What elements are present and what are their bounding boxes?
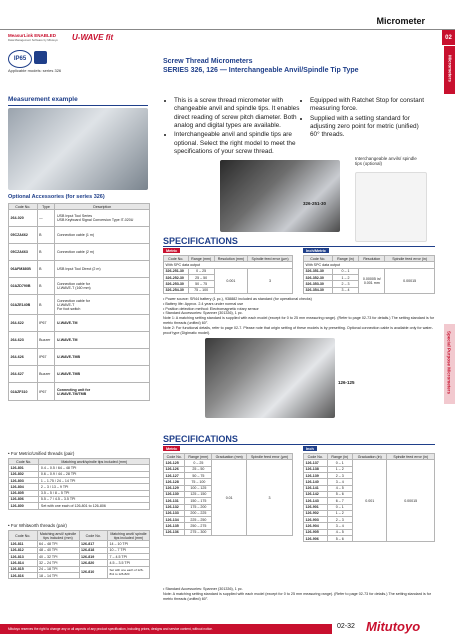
range-cell: 25 – 50 [188, 274, 214, 280]
code-cell: 264-627 [9, 366, 38, 383]
desc-cell: Connecting unit for U-WAVE-TM/TMB [55, 383, 150, 401]
value-cell: 7 – 4.5 TPI [108, 554, 150, 560]
specs2-rule [163, 444, 435, 445]
code-cell: 326-354-30 [304, 287, 333, 293]
code-cell: 05CZA662 [9, 227, 38, 244]
range-cell: 4 – 5 [327, 485, 353, 491]
range-cell: 25 – 50 [185, 466, 212, 472]
col-header: Matching anvil/ spindle tips included (mm) [37, 531, 79, 541]
range-cell: 5 – 6 [327, 536, 353, 542]
code-cell: 126-141 [304, 485, 328, 491]
col-header: Code No. [9, 204, 38, 210]
code-cell: 126-800 [9, 503, 39, 509]
applicable-models: Applicable models: series 326 [8, 68, 62, 73]
code-cell: 126-127 [164, 472, 185, 478]
code-cell: 126-906 [304, 536, 328, 542]
ip65-text: IP65 [13, 56, 27, 62]
note-line: • Power source: SR44 battery (1 pc.), 938882 included as standard (for operational checks) [163, 297, 312, 301]
code-cell: 264-622 [9, 315, 38, 332]
anvil-tips-photo [355, 172, 427, 242]
specs2-notes [163, 587, 435, 601]
range-cell: 175 – 200 [185, 504, 212, 510]
range-cell: 75 – 100 [185, 479, 212, 485]
type-cell: Buzzer [37, 366, 55, 383]
page-title: Micrometer [376, 16, 425, 26]
code-cell: 126-136 [164, 529, 185, 535]
measurlink-logo [8, 33, 68, 46]
code-cell: 326-251-30 [164, 268, 189, 274]
code-cell: 264-020 [9, 210, 38, 227]
specs1-inch-tab: Inch/Metric [303, 248, 329, 253]
side-tab-label-bottom: Special Purpose Micrometers [446, 330, 452, 395]
code-cell: 326-353-30 [304, 281, 333, 287]
whitworth-heading: • For Whitworth threads (pair) [8, 523, 67, 528]
code-cell: 126-805 [9, 490, 39, 496]
range-cell: 3 – 4 [327, 523, 353, 529]
range-cell: 5 – 6 [327, 491, 353, 497]
value-cell: 3.5 – 5 / 8 – 5 TPI [39, 490, 150, 496]
col-header: Graduation (mm) [212, 454, 247, 460]
uwave-logo: U-WAVE fit [72, 33, 114, 42]
range-cell: 4 – 5 [327, 529, 353, 535]
code-cell: 126-138 [304, 466, 328, 472]
type-cell: B [37, 278, 55, 295]
code-cell: 126-140 [304, 479, 328, 485]
range-cell: 0 – 25 [188, 268, 214, 274]
note-line: Note 2: For functional details, refer to page 02-7. Please note that origin setting of these models is by presetting. Optional connection cable is available only for water-proof type (Digimatic model). [163, 325, 433, 335]
code-cell: 126-810 [79, 566, 108, 579]
desc-cell: U-WAVE-TMB [55, 366, 150, 383]
code-cell: 126-143 [304, 498, 328, 504]
code-cell: 126-142 [304, 491, 328, 497]
specs2-inch-tab: Inch [303, 446, 317, 451]
desc-cell: USB Input Tool Direct (2 m) [55, 261, 150, 278]
model1-caption: 326-251-30 [303, 201, 327, 206]
certification-icon [34, 51, 47, 64]
range-cell: 0 – 1 [332, 268, 359, 274]
analog-micrometer-photo [205, 338, 335, 418]
code-cell: 126-901 [304, 504, 328, 510]
desc-cell: Connection cable for U-WAVE-T (160 mm) [55, 278, 150, 295]
code-cell: 126-813 [9, 554, 38, 560]
desc-cell: Connection cable (1 m) [55, 227, 150, 244]
col-header: Type [37, 204, 55, 210]
specs1-rule [163, 246, 435, 247]
graduation-cell: 0.01 [212, 460, 247, 536]
col-header: Code No. [304, 256, 333, 262]
range-cell: 6 – 7 [327, 498, 353, 504]
interchangeable-caption: Interchangeable anvils/ spindle tips (optional) [355, 156, 417, 166]
value-cell: 48 – 40 TPI [37, 547, 79, 553]
col-header: Spindle feed error (µm) [247, 454, 293, 460]
range-cell: 125 – 150 [185, 491, 212, 497]
note-line: Note 1: A matching setting standard is supplied with each model (except for 0 to 25 mm measuring range). (Refer to page 02-73 for details.) The setting standard is for metric threads (unified) 60°. [163, 316, 435, 326]
code-cell: 126-817 [79, 541, 108, 547]
value-cell: 10 – 7 TPI [108, 547, 150, 553]
range-cell: 250 – 275 [185, 523, 212, 529]
range-cell: 2 – 3 [332, 281, 359, 287]
code-cell: 126-904 [304, 523, 328, 529]
error-cell: 0.00015 [387, 460, 435, 542]
code-cell: 126-139 [304, 472, 328, 478]
specs1-metric-tab: Metric [163, 248, 180, 253]
specs1-notes [163, 297, 435, 336]
type-cell: IP67 [37, 383, 55, 401]
col-header: Range (in) [327, 454, 353, 460]
range-cell: 275 – 300 [185, 529, 212, 535]
metric-unified-heading: • For Metric/Unified threads (pair) [8, 451, 75, 456]
optional-accessories-table [8, 203, 150, 401]
desc-cell: U-WAVE-TM [55, 332, 150, 349]
note-line: • Battery life: Approx. 2.4 years under normal use [163, 301, 244, 306]
specs1-heading: SPECIFICATIONS [163, 236, 238, 246]
range-cell: 50 – 75 [185, 472, 212, 478]
value-cell: Set with one each of 126-801 to 126-806 [39, 503, 150, 509]
note-line: • Standard Accessories: Spanner (301336), 1 pc. [163, 587, 243, 591]
group-row: With SPC data output [304, 262, 435, 268]
page-number-tab [442, 30, 455, 45]
desc-cell: USB Input Tool Series USB Keyboard Signal Conversion Type IT-020U [55, 210, 150, 227]
side-tab-label-top: Micrometers [447, 55, 453, 82]
value-cell: Set with one each of 126-811 to 126-820 [108, 566, 150, 579]
type-cell: IP67 [37, 349, 55, 366]
title-line2: SERIES 326, 126 — Interchangeable Anvil/Spindle Tip Type [163, 66, 359, 74]
type-cell: B [37, 295, 55, 315]
range-cell: 200 – 225 [185, 510, 212, 516]
page-number: 02 [445, 34, 452, 41]
code-cell: 126-128 [164, 479, 185, 485]
col-header: Spindle feed error (in) [385, 256, 435, 262]
type-cell: Buzzer [37, 332, 55, 349]
model2-caption: 126-125 [338, 380, 355, 385]
code-cell: 126-130 [164, 491, 185, 497]
value-cell: 2 – 3 / 13 – 9 TPI [39, 484, 150, 490]
col-header: Resolution (mm) [214, 256, 247, 262]
code-cell: 326-351-30 [304, 268, 333, 274]
type-cell: — [37, 210, 55, 227]
error-cell: 0.00015 [385, 268, 435, 293]
code-cell: 06AFM380B [9, 261, 38, 278]
value-cell: 40 – 32 TPI [37, 554, 79, 560]
measurlink-text: MeasurLink ENABLED [8, 33, 57, 38]
code-cell: 126-820 [79, 560, 108, 566]
desc-cell: Connection cable (2 m) [55, 244, 150, 261]
type-cell: B [37, 227, 55, 244]
code-cell: 126-129 [164, 485, 185, 491]
range-cell: 150 – 175 [185, 498, 212, 504]
code-cell: 126-137 [304, 460, 328, 466]
feature-item: • Interchangeable anvil and spindle tips are optional. Select the right model to meet the specifications of your screw thread. [174, 131, 302, 156]
graduation-cell: 0.001 [353, 460, 387, 542]
metric-unified-table [8, 458, 150, 510]
note-line: • Position detection method: Electromagnetic rotary sensor [163, 306, 259, 311]
col-header: Code No. [79, 531, 108, 541]
range-cell: 75 – 100 [188, 287, 214, 293]
specs2-inch-table [303, 453, 435, 542]
range-cell: 1 – 2 [327, 466, 353, 472]
code-cell: 126-134 [164, 517, 185, 523]
footer-page-number: 02-32 [337, 623, 355, 630]
range-cell: 225 – 250 [185, 517, 212, 523]
code-cell: 02AZE140B [9, 295, 38, 315]
features-left [167, 97, 302, 157]
code-cell: 326-252-30 [164, 274, 189, 280]
code-cell: 126-132 [164, 504, 185, 510]
range-cell: 1 – 2 [327, 510, 353, 516]
type-cell: B [37, 244, 55, 261]
code-cell: 126-812 [9, 547, 38, 553]
code-cell: 126-815 [9, 566, 38, 572]
note-line: • Standard Accessories: Spanner (301336), 1 pc. [163, 311, 243, 316]
error-cell: 3 [248, 268, 293, 293]
value-cell: 1 – 1.75 / 24 – 14 TPI [39, 477, 150, 483]
col-header: Resolution [359, 256, 385, 262]
code-cell: 264-626 [9, 349, 38, 366]
value-cell: 18 – 14 TPI [37, 573, 79, 579]
code-cell: 126-126 [164, 466, 185, 472]
range-cell: 3 – 4 [327, 479, 353, 485]
code-cell: 05CZA663 [9, 244, 38, 261]
code-cell: 126-816 [9, 573, 38, 579]
group-row: With SPC data output [164, 262, 293, 268]
code-cell: 126-818 [79, 547, 108, 553]
range-cell: 3 – 4 [332, 287, 359, 293]
code-cell: 326-254-30 [164, 287, 189, 293]
code-cell: 126-135 [164, 523, 185, 529]
measurlink-subtext: Data Management Software by Mitutoyo [8, 38, 58, 42]
type-cell: IP67 [37, 315, 55, 332]
value-cell: 0.4 – 0.5 / 64 – 48 TPI [39, 465, 150, 471]
mitutoyo-logo: Mitutoyo [366, 619, 421, 634]
desc-cell: U-WAVE-TM [55, 315, 150, 332]
title-line1: Screw Thread Micrometers [163, 58, 253, 65]
col-header: Code No. [164, 454, 185, 460]
specs2-heading: SPECIFICATIONS [163, 434, 238, 444]
code-cell: 126-902 [304, 510, 328, 516]
code-cell: 126-806 [9, 496, 39, 502]
code-cell: 126-804 [9, 484, 39, 490]
range-cell: 1 – 2 [332, 274, 359, 280]
ip65-badge [8, 50, 32, 68]
col-header: Matching anvil/spindle tips included (mm) [39, 459, 150, 465]
resolution-cell: 0.001 [214, 268, 247, 293]
col-header: Code No. [9, 459, 39, 465]
type-cell: B [37, 261, 55, 278]
measurement-example-heading: Measurement example [8, 96, 78, 103]
value-cell: 5.5 – 7 / 4.5 – 3.5 TPI [39, 496, 150, 502]
whitworth-table [8, 530, 150, 579]
range-cell: 50 – 75 [188, 281, 214, 287]
feature-item: • Equipped with Ratchet Stop for constant measuring force. [310, 97, 430, 114]
specs1-metric-table [163, 255, 293, 294]
specs2-metric-tab: Metric [163, 446, 180, 451]
code-cell: 126-125 [164, 460, 185, 466]
value-cell: 14 – 10 TPI [108, 541, 150, 547]
code-cell: 326-352-30 [304, 274, 333, 280]
code-cell: 126-801 [9, 465, 39, 471]
features-right [303, 97, 430, 141]
header-rule [0, 29, 455, 30]
code-cell: 126-803 [9, 477, 39, 483]
value-cell: 24 – 18 TPI [37, 566, 79, 572]
range-cell: 100 – 125 [185, 485, 212, 491]
col-header: Graduation (in) [353, 454, 387, 460]
code-cell: 126-133 [164, 510, 185, 516]
col-header: Code No. [164, 256, 189, 262]
code-cell: 264-623 [9, 332, 38, 349]
desc-cell: Connection cable for U-WAVE-T For foot switch [55, 295, 150, 315]
range-cell: 0 – 1 [327, 504, 353, 510]
range-cell: 0 – 25 [185, 460, 212, 466]
code-cell: 02AZF310 [9, 383, 38, 401]
col-header: Range (mm) [188, 256, 214, 262]
range-cell: 2 – 3 [327, 517, 353, 523]
col-header: Range (mm) [185, 454, 212, 460]
range-cell: 2 – 3 [327, 472, 353, 478]
footer-disclaimer: Mitutoyo reserves the right to change any or all aspects of any product specification, including prices, designs and service content, without notice. [8, 626, 213, 631]
code-cell: 126-819 [79, 554, 108, 560]
col-header: Spindle feed error (µm) [248, 256, 293, 262]
code-cell: 126-802 [9, 471, 39, 477]
col-header: Range (in) [332, 256, 359, 262]
note-line: Note: A matching setting standard is supplied with each model (except for 0 to 25 mm measuring range). (Refer to page 02-73 for details.) The setting standard is for metric threads (unified) 60°. [163, 591, 432, 601]
product-title [163, 58, 433, 76]
value-cell: 4.5 – 3.5 TPI [108, 560, 150, 566]
col-header: Spindle feed error (in) [387, 454, 435, 460]
error-cell: 3 [247, 460, 293, 536]
optional-accessories-heading: Optional Accessories (for series 326) [8, 194, 105, 200]
resolution-cell: 0.00005 in/ 0.001 mm [359, 268, 385, 293]
col-header: Code No. [304, 454, 328, 460]
measurement-rule [8, 105, 148, 106]
feature-item: • This is a screw thread micrometer with changeable anvil and spindle tips. It enables direct reading of screw pitch diameter. Both analog and digital types are available. [174, 97, 302, 130]
code-cell: 326-253-30 [164, 281, 189, 287]
code-cell: 126-811 [9, 541, 38, 547]
code-cell: 126-903 [304, 517, 328, 523]
range-cell: 0 – 1 [327, 460, 353, 466]
code-cell: 126-814 [9, 560, 38, 566]
specs1-inch-table [303, 255, 435, 294]
value-cell: 0.6 – 0.9 / 44 – 28 TPI [39, 471, 150, 477]
desc-cell: U-WAVE-TMB [55, 349, 150, 366]
col-header: Matching anvil/ spindle tips included (mm) [108, 531, 150, 541]
col-header: Code No. [9, 531, 38, 541]
value-cell: 64 – 48 TPI [37, 541, 79, 547]
specs2-metric-table [163, 453, 293, 536]
col-header: Description [55, 204, 150, 210]
feature-item: • Supplied with a setting standard for adjusting zero point for metric (unified) 60° threads. [310, 115, 430, 140]
value-cell: 32 – 24 TPI [37, 560, 79, 566]
code-cell: 126-905 [304, 529, 328, 535]
code-cell: 02AZD790B [9, 278, 38, 295]
measurement-photo [8, 108, 148, 190]
digital-micrometer-photo [220, 160, 340, 232]
code-cell: 126-131 [164, 498, 185, 504]
